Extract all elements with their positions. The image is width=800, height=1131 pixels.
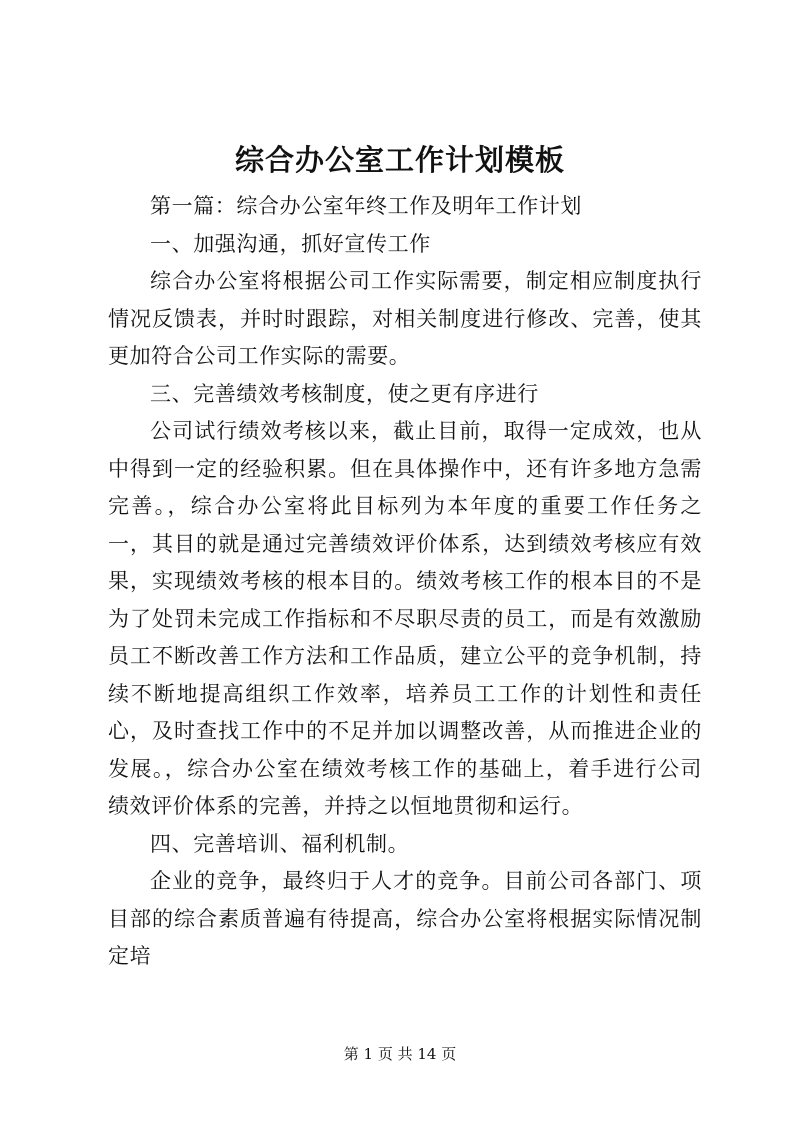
section-heading-4: 四、完善培训、福利机制。: [150, 831, 410, 856]
section-paragraph-4: 企业的竞争，最终归于人才的竞争。目前公司各部门、项目部的综合素质普遍有待提高，综合办公室将根据实际情况制定培: [108, 869, 702, 968]
page-footer: 第 1 页 共 14 页: [343, 1045, 457, 1063]
document-title: 综合办公室工作计划模板: [234, 143, 565, 177]
section-heading-3: 三、完善绩效考核制度，使之更有序进行: [150, 381, 539, 406]
section-heading-1: 一、加强沟通，抓好宣传工作: [150, 231, 431, 256]
section-paragraph-3: 公司试行绩效考核以来，截止目前，取得一定成效，也从中得到一定的经验积累。但在具体操作中，还有许多地方急需完善。，综合办公室将此目标列为本年度的重要工作任务之一，其目的就是通过完善绩效评价体系，达到绩效考核应有效果，实现绩效考核的根本目的。绩效考核工作的根本目的不是为了处罚未完成工作指标和不尽职尽责的员工，而是有效激励员工不断改善工作方法和工作品质，建立公平的竞争机制，持续不断地提高组织工作效率，培养员工工作的计划性和责任心，及时查找工作中的不足并加以调整改善，从而推进企业的发展。，综合办公室在绩效考核工作的基础上，着手进行公司绩效评价体系的完善，并持之以恒地贯彻和运行。: [108, 419, 702, 818]
document-body: [108, 188, 702, 976]
part-heading: 第一篇：综合办公室年终工作及明年工作计划: [150, 194, 582, 218]
section-paragraph-1: 综合办公室将根据公司工作实际需要，制定相应制度执行情况反馈表，并时时跟踪，对相关制度进行修改、完善，使其更加符合公司工作实际的需要。: [108, 269, 702, 368]
